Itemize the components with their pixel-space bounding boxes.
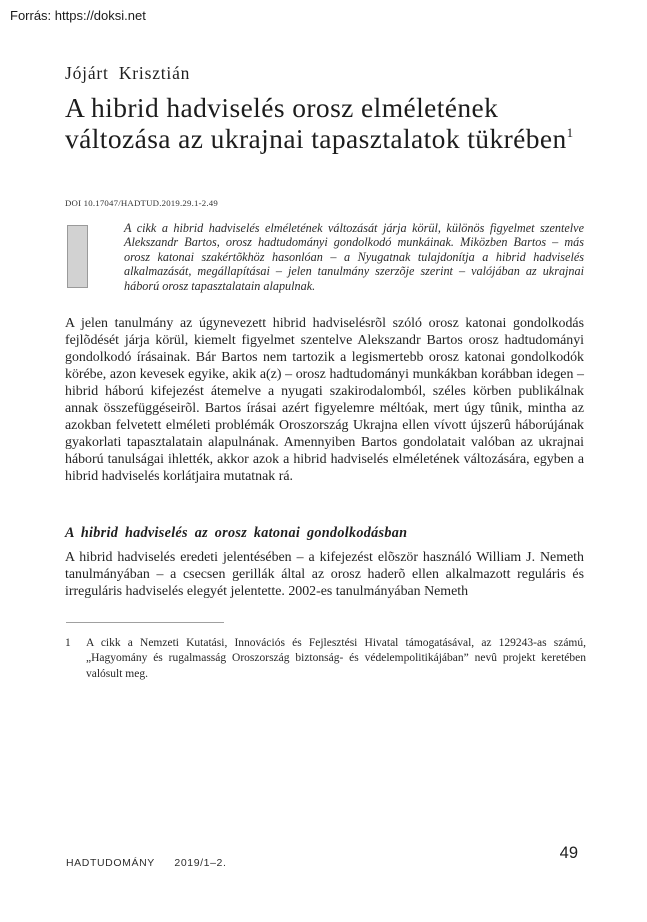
abstract-block — [67, 221, 585, 293]
author-name: Jójárt Krisztián — [65, 63, 191, 83]
footnote — [65, 636, 586, 682]
section-heading: A hibrid hadviselés az orosz katonai gondolkodásban — [65, 525, 408, 541]
doi-label: DOI 10.17047/HADTUD.2019.29.1-2.49 — [65, 198, 218, 208]
abstract-text: A cikk a hibrid hadviselés elméletének változását járja körül, különös figyelmet szentelve Alekszandr Bartos, orosz hadtudományi gondolkodó munkáinak. Miközben Bartos – más orosz katonai szakértõkhöz hasonlóan – a Nyugatnak tulajdonítja a hibrid hadviselés alkalmazását, megállapításai – jelen tanulmány szerzõje szerint – valójában az ukrajnai háború orosz tapasztalatain alapulnak. — [124, 221, 584, 293]
article-title — [65, 92, 592, 154]
journal-name: HADTUDOMÁNY — [66, 857, 155, 869]
source-url-label: Forrás: https://doksi.net — [10, 8, 146, 23]
body-paragraph-1: A jelen tanulmány az úgynevezett hibrid hadviselésrõl szóló orosz katonai gondolkodás fejlõdését járja körül, kiemelt figyelmet szentelve Alekszandr Bartos orosz hadtudományi gondolkodó írásainak. Bár Bartos nem tartozik a legismertebb orosz katonai gondolkodók körébe, azon kevesek egyike, akik a(z) – orosz hadtudományi munkákban korábban idegen – hibrid háború kifejezést átemelve a nyugati szakirodalomból, széles körben publikálnak annak összefüggéseirõl. Bartos írásai azért figyelemre méltóak, mert úgy tûnik, mintha az azokban felvetett elméleti problémák Oroszország Ukrajna ellen vívott újszerû háborújának gyakorlati tapasztalatain alapulnának. Amennyiben Bartos gondolatait valóban az ukrajnai háború tanulságai ihlették, akkor azok a hibrid hadviselés elméletének változására, egyben a hibrid hadviselés korlátjaira mutatnak rá. — [65, 316, 584, 484]
footnote-number: 1 — [65, 637, 71, 649]
title-footnote-reference: 1 — [566, 125, 574, 140]
abstract-marker-box — [67, 225, 88, 288]
footnote-text: A cikk a Nemzeti Kutatási, Innovációs és Fejlesztési Hivatal támogatásával, az 129243-as számú, „Hagyomány és rugalmasság Oroszország biztonság- és védelempolitikájában” nevû projekt keretében valósult meg. — [86, 637, 586, 680]
footnote-separator-line — [66, 622, 224, 623]
article-title-text: A hibrid hadviselés orosz elméletének változása az ukrajnai tapasztalatok tükrében — [65, 92, 567, 154]
body-paragraph-2: A hibrid hadviselés eredeti jelentésében – a kifejezést elõször használó William J. Nemeth tanulmányában – a csecsen gerillák által az orosz haderõ ellen alkalmazott reguláris és irreguláris hadviselés elegyét jelentette. 2002-es tanulmányában Nemeth — [65, 550, 584, 599]
journal-issue: 2019/1–2. — [174, 857, 227, 869]
page-number: 49 — [559, 844, 578, 862]
footer-journal-line — [66, 857, 227, 869]
